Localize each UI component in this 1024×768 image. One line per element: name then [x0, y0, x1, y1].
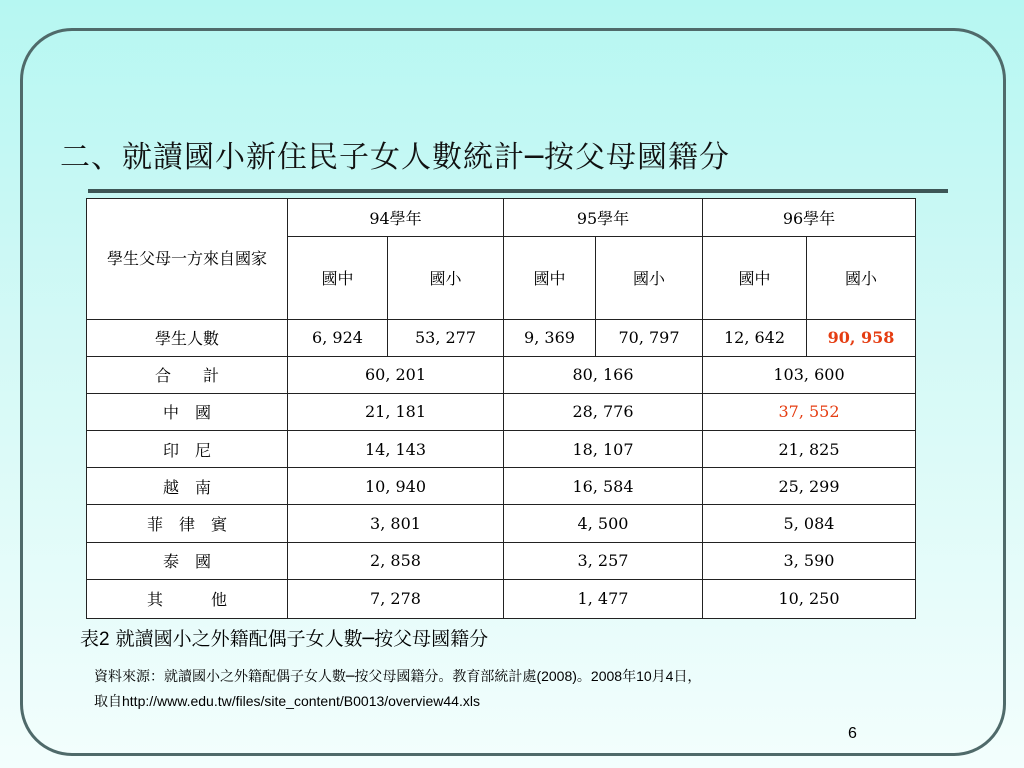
table-row	[87, 356, 916, 393]
source-label: 資料來源：就讀國小之外籍配偶子女人數─按父母國籍分。教育部統計處	[94, 669, 537, 685]
table-cell: 3, 590	[703, 542, 916, 579]
source-date-day: 4	[665, 668, 674, 684]
table-cell: 53, 277	[388, 319, 504, 356]
table-cell: 12, 642	[703, 319, 807, 356]
page-number: 6	[848, 725, 857, 742]
table-cell: 3, 801	[288, 505, 504, 542]
table-cell: 6, 924	[288, 319, 388, 356]
row-label: 中 國	[87, 393, 288, 430]
header-level-cell: 國小	[596, 237, 703, 319]
table-cell: 10, 940	[288, 468, 504, 505]
source-url: http://www.edu.tw/files/site_content/B0013/overview44.xls	[122, 693, 480, 709]
table-cell: 2, 858	[288, 542, 504, 579]
source-line-1	[94, 664, 701, 689]
table-cell: 18, 107	[504, 431, 703, 468]
table-cell: 21, 181	[288, 393, 504, 430]
table-cell-highlight: 90, 958	[807, 319, 916, 356]
header-year-96: 96學年	[703, 199, 916, 237]
table-cell: 28, 776	[504, 393, 703, 430]
table-cell-highlight: 37, 552	[703, 393, 916, 430]
table-row	[87, 505, 916, 542]
table-row	[87, 579, 916, 618]
source-from-label: 取自	[94, 694, 122, 710]
header-year-95: 95學年	[504, 199, 703, 237]
table-caption	[80, 624, 488, 651]
table-cell: 9, 369	[504, 319, 596, 356]
header-level-cell: 國小	[807, 237, 916, 319]
table-row	[87, 431, 916, 468]
table-cell: 25, 299	[703, 468, 916, 505]
slide-title: 二、就讀國小新住民子女人數統計─按父母國籍分	[60, 140, 731, 175]
statistics-table	[86, 198, 916, 619]
source-citation	[94, 664, 701, 714]
table-cell: 60, 201	[288, 356, 504, 393]
header-country-label: 學生父母一方來自國家	[106, 248, 267, 268]
table-cell: 5, 084	[703, 505, 916, 542]
title-underline	[88, 189, 948, 193]
source-line-2	[94, 689, 701, 714]
table-row	[87, 468, 916, 505]
table-cell: 4, 500	[504, 505, 703, 542]
header-level-cell: 國中	[703, 237, 807, 319]
table-row	[87, 542, 916, 579]
caption-text: 就讀國小之外籍配偶子女人數─按父母國籍分	[115, 628, 489, 650]
row-label: 越 南	[87, 468, 288, 505]
table-cell: 14, 143	[288, 431, 504, 468]
table-cell: 10, 250	[703, 579, 916, 618]
source-sep: 。	[576, 669, 591, 685]
source-date-year-unit: 年	[622, 669, 637, 685]
row-label: 合 計	[87, 356, 288, 393]
row-label: 泰 國	[87, 542, 288, 579]
table-cell: 1, 477	[504, 579, 703, 618]
header-level-cell: 國中	[288, 237, 388, 319]
table-cell: 7, 278	[288, 579, 504, 618]
header-country-cell	[87, 199, 288, 320]
table-cell: 3, 257	[504, 542, 703, 579]
source-year: (2008)	[536, 668, 577, 684]
table-cell: 103, 600	[703, 356, 916, 393]
header-level-cell: 國中	[504, 237, 596, 319]
source-date-month-unit: 月	[651, 669, 666, 685]
source-date-year: 2008	[590, 668, 623, 684]
table-cell: 70, 797	[596, 319, 703, 356]
row-label: 印 尼	[87, 431, 288, 468]
table-cell: 16, 584	[504, 468, 703, 505]
row-label: 其 他	[87, 579, 288, 618]
header-year-94: 94學年	[288, 199, 504, 237]
source-date-month: 10	[636, 668, 652, 684]
header-level-cell: 國小	[388, 237, 504, 319]
row-label: 學生人數	[87, 319, 288, 356]
table-cell: 21, 825	[703, 431, 916, 468]
source-date-day-unit: 日，	[673, 669, 702, 685]
table-cell: 80, 166	[504, 356, 703, 393]
caption-number: 2	[99, 629, 110, 650]
caption-prefix: 表	[80, 628, 100, 650]
table-row	[87, 393, 916, 430]
table-row-student-count	[87, 319, 916, 356]
row-label: 菲 律 賓	[87, 505, 288, 542]
table-header-row-years	[87, 199, 916, 237]
